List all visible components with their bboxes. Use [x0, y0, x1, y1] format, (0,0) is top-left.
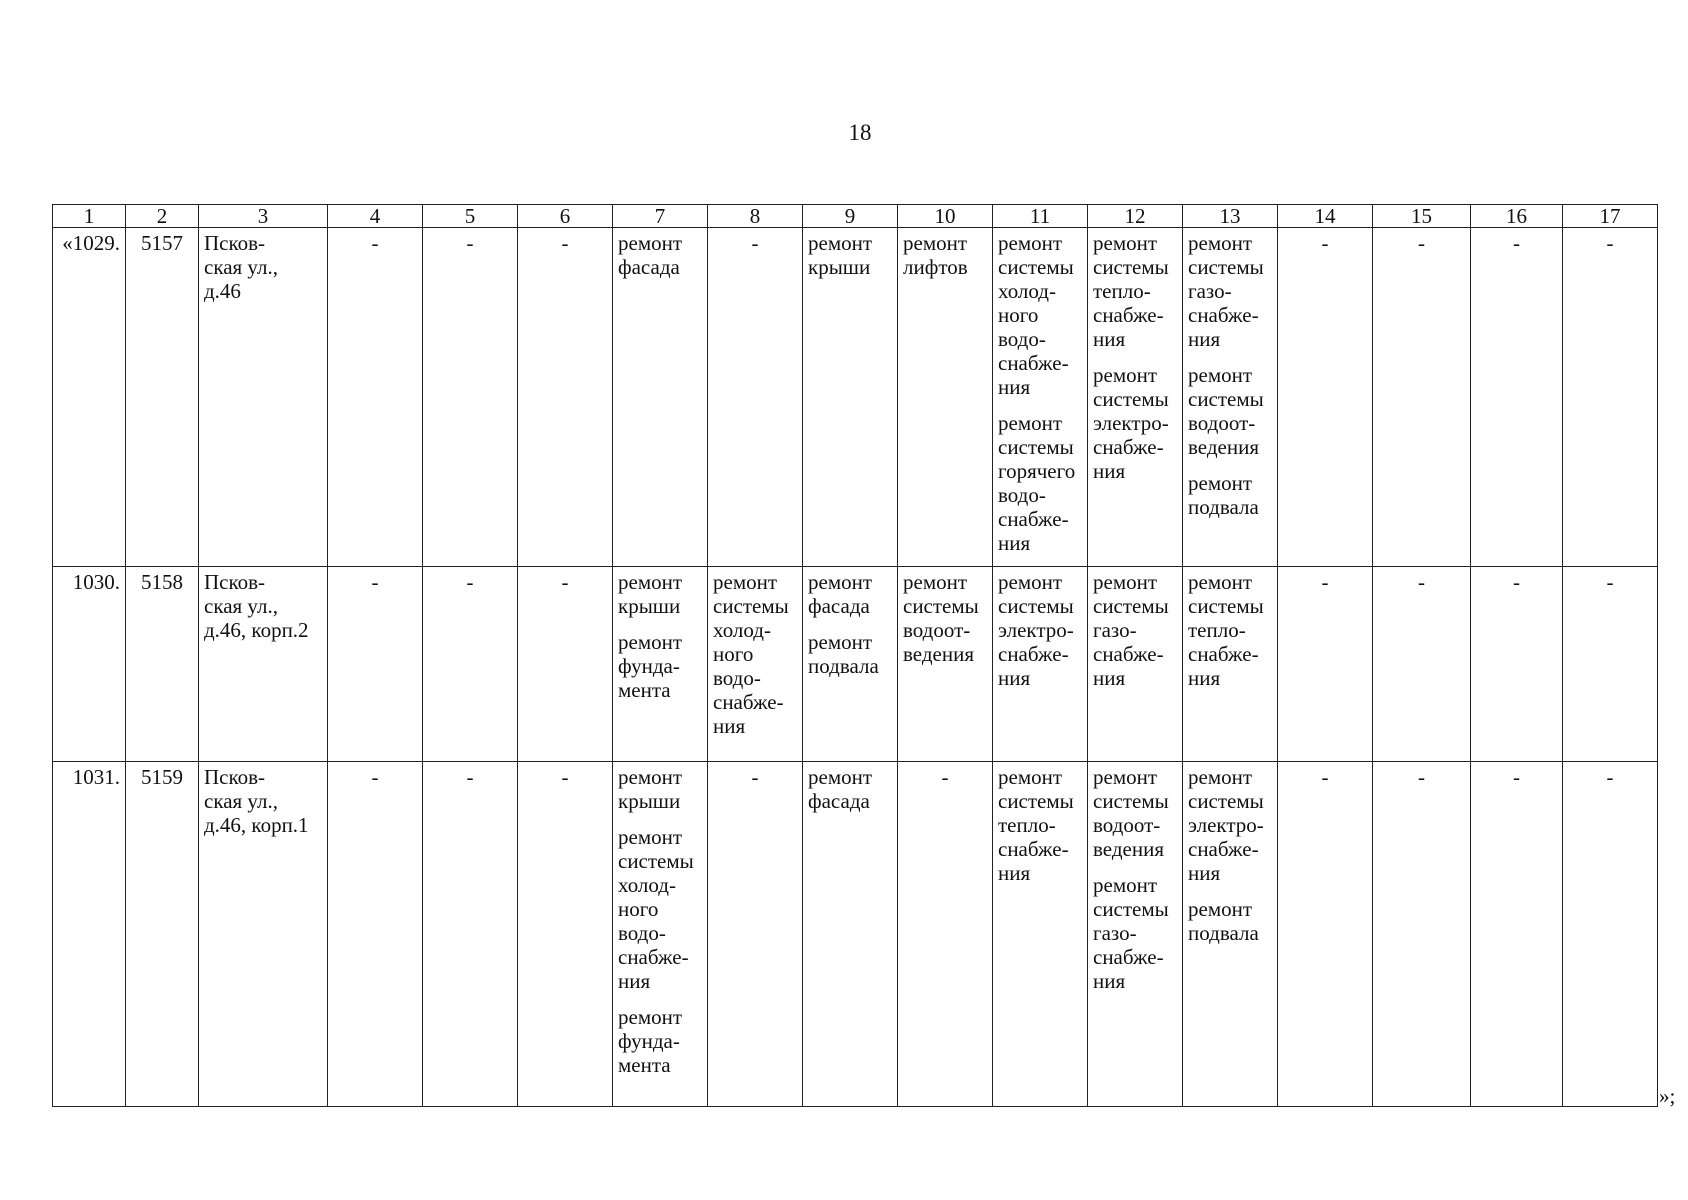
building-address: [199, 228, 328, 567]
work-item: -: [751, 765, 759, 789]
column-number: 14: [1278, 205, 1373, 228]
column-number: 5: [423, 205, 518, 228]
work-cell-10: [898, 567, 993, 762]
work-item: ремонт крыши: [808, 231, 873, 279]
work-cell-11: [993, 228, 1088, 567]
work-cell-17: -: [1563, 762, 1658, 1107]
row-number: 1030.: [53, 567, 126, 762]
row-number: 1031.: [53, 762, 126, 1107]
table-row: [53, 762, 1658, 1107]
work-item: ремонт системы газо- снабже- ния: [1093, 873, 1169, 993]
work-cell-11: [993, 567, 1088, 762]
building-code: 5159: [126, 762, 199, 1107]
column-number: 9: [803, 205, 898, 228]
work-cell-5: -: [423, 567, 518, 762]
repair-schedule-table: [52, 204, 1658, 1107]
address-text: Псков- ская ул., д.46: [204, 231, 278, 303]
work-cell-12: [1088, 228, 1183, 567]
closing-quote: »;: [1659, 1084, 1676, 1108]
column-number: 6: [518, 205, 613, 228]
work-cell-4: -: [328, 228, 423, 567]
column-number: 2: [126, 205, 199, 228]
work-cell-7: [613, 567, 708, 762]
work-cell-4: -: [328, 762, 423, 1107]
work-item: ремонт системы электро- снабже- ния: [1188, 765, 1264, 885]
work-item: ремонт системы холод- ного водо- снабже- ния: [618, 825, 694, 993]
work-item: ремонт системы тепло- снабже- ния: [998, 765, 1074, 885]
work-cell-17: -: [1563, 228, 1658, 567]
work-cell-11: [993, 762, 1088, 1107]
work-cell-9: [803, 567, 898, 762]
work-item: ремонт системы электро- снабже- ния: [998, 570, 1074, 690]
table-row: [53, 567, 1658, 762]
work-cell-8: [708, 762, 803, 1107]
column-number: 3: [199, 205, 328, 228]
work-item: ремонт фунда- мента: [618, 630, 683, 702]
work-cell-15: -: [1373, 567, 1471, 762]
work-item: ремонт лифтов: [903, 231, 968, 279]
building-address: [199, 567, 328, 762]
work-item: ремонт фасада: [808, 765, 873, 813]
work-cell-13: [1183, 228, 1278, 567]
work-cell-9: [803, 762, 898, 1107]
column-number: 17: [1563, 205, 1658, 228]
work-cell-16: -: [1471, 228, 1563, 567]
column-number: 16: [1471, 205, 1563, 228]
work-cell-6: -: [518, 762, 613, 1107]
work-cell-12: [1088, 762, 1183, 1107]
work-item: -: [751, 231, 759, 255]
work-cell-14: -: [1278, 762, 1373, 1107]
building-code: 5157: [126, 228, 199, 567]
work-item: ремонт крыши: [618, 570, 683, 618]
work-cell-16: -: [1471, 567, 1563, 762]
work-item: ремонт подвала: [1188, 897, 1259, 945]
work-cell-16: -: [1471, 762, 1563, 1107]
work-cell-10: [898, 228, 993, 567]
address-text: Псков- ская ул., д.46, корп.2: [204, 570, 309, 642]
address-text: Псков- ская ул., д.46, корп.1: [204, 765, 309, 837]
work-cell-14: -: [1278, 567, 1373, 762]
work-cell-7: [613, 762, 708, 1107]
column-number: 7: [613, 205, 708, 228]
work-cell-17: -: [1563, 567, 1658, 762]
column-number: 13: [1183, 205, 1278, 228]
work-item: ремонт системы газо- снабже- ния: [1188, 231, 1264, 351]
column-number: 10: [898, 205, 993, 228]
work-cell-12: [1088, 567, 1183, 762]
work-item: ремонт подвала: [808, 630, 879, 678]
work-item: -: [941, 765, 949, 789]
work-item: ремонт системы газо- снабже- ния: [1093, 570, 1169, 690]
work-item: ремонт системы горячего водо- снабже- ния: [998, 411, 1076, 555]
table-row: [53, 228, 1658, 567]
building-address: [199, 762, 328, 1107]
work-cell-9: [803, 228, 898, 567]
building-code: 5158: [126, 567, 199, 762]
row-number: «1029.: [53, 228, 126, 567]
work-item: ремонт системы тепло- снабже- ния: [1093, 231, 1169, 351]
work-item: ремонт системы холод- ного водо- снабже- ния: [713, 570, 789, 738]
work-item: ремонт фасада: [808, 570, 873, 618]
column-number-row: [53, 205, 1658, 228]
column-number: 1: [53, 205, 126, 228]
column-number: 4: [328, 205, 423, 228]
work-cell-15: -: [1373, 762, 1471, 1107]
work-item: ремонт системы водоот- ведения: [1188, 363, 1264, 459]
work-cell-4: -: [328, 567, 423, 762]
work-cell-13: [1183, 567, 1278, 762]
work-cell-6: -: [518, 567, 613, 762]
work-cell-10: [898, 762, 993, 1107]
work-cell-5: -: [423, 228, 518, 567]
work-item: ремонт системы водоот- ведения: [1093, 765, 1169, 861]
column-number: 15: [1373, 205, 1471, 228]
work-cell-7: [613, 228, 708, 567]
page-number: 18: [848, 120, 872, 145]
work-item: ремонт системы электро- снабже- ния: [1093, 363, 1169, 483]
work-item: ремонт системы тепло- снабже- ния: [1188, 570, 1264, 690]
work-cell-5: -: [423, 762, 518, 1107]
work-cell-13: [1183, 762, 1278, 1107]
work-item: ремонт фасада: [618, 231, 683, 279]
work-item: ремонт крыши: [618, 765, 683, 813]
work-item: ремонт системы холод- ного водо- снабже- ния: [998, 231, 1074, 399]
work-cell-8: [708, 228, 803, 567]
work-item: ремонт подвала: [1188, 471, 1259, 519]
column-number: 12: [1088, 205, 1183, 228]
column-number: 8: [708, 205, 803, 228]
work-item: ремонт системы водоот- ведения: [903, 570, 979, 666]
work-cell-15: -: [1373, 228, 1471, 567]
column-number: 11: [993, 205, 1088, 228]
work-item: ремонт фунда- мента: [618, 1005, 683, 1077]
work-cell-14: -: [1278, 228, 1373, 567]
work-cell-8: [708, 567, 803, 762]
work-cell-6: -: [518, 228, 613, 567]
